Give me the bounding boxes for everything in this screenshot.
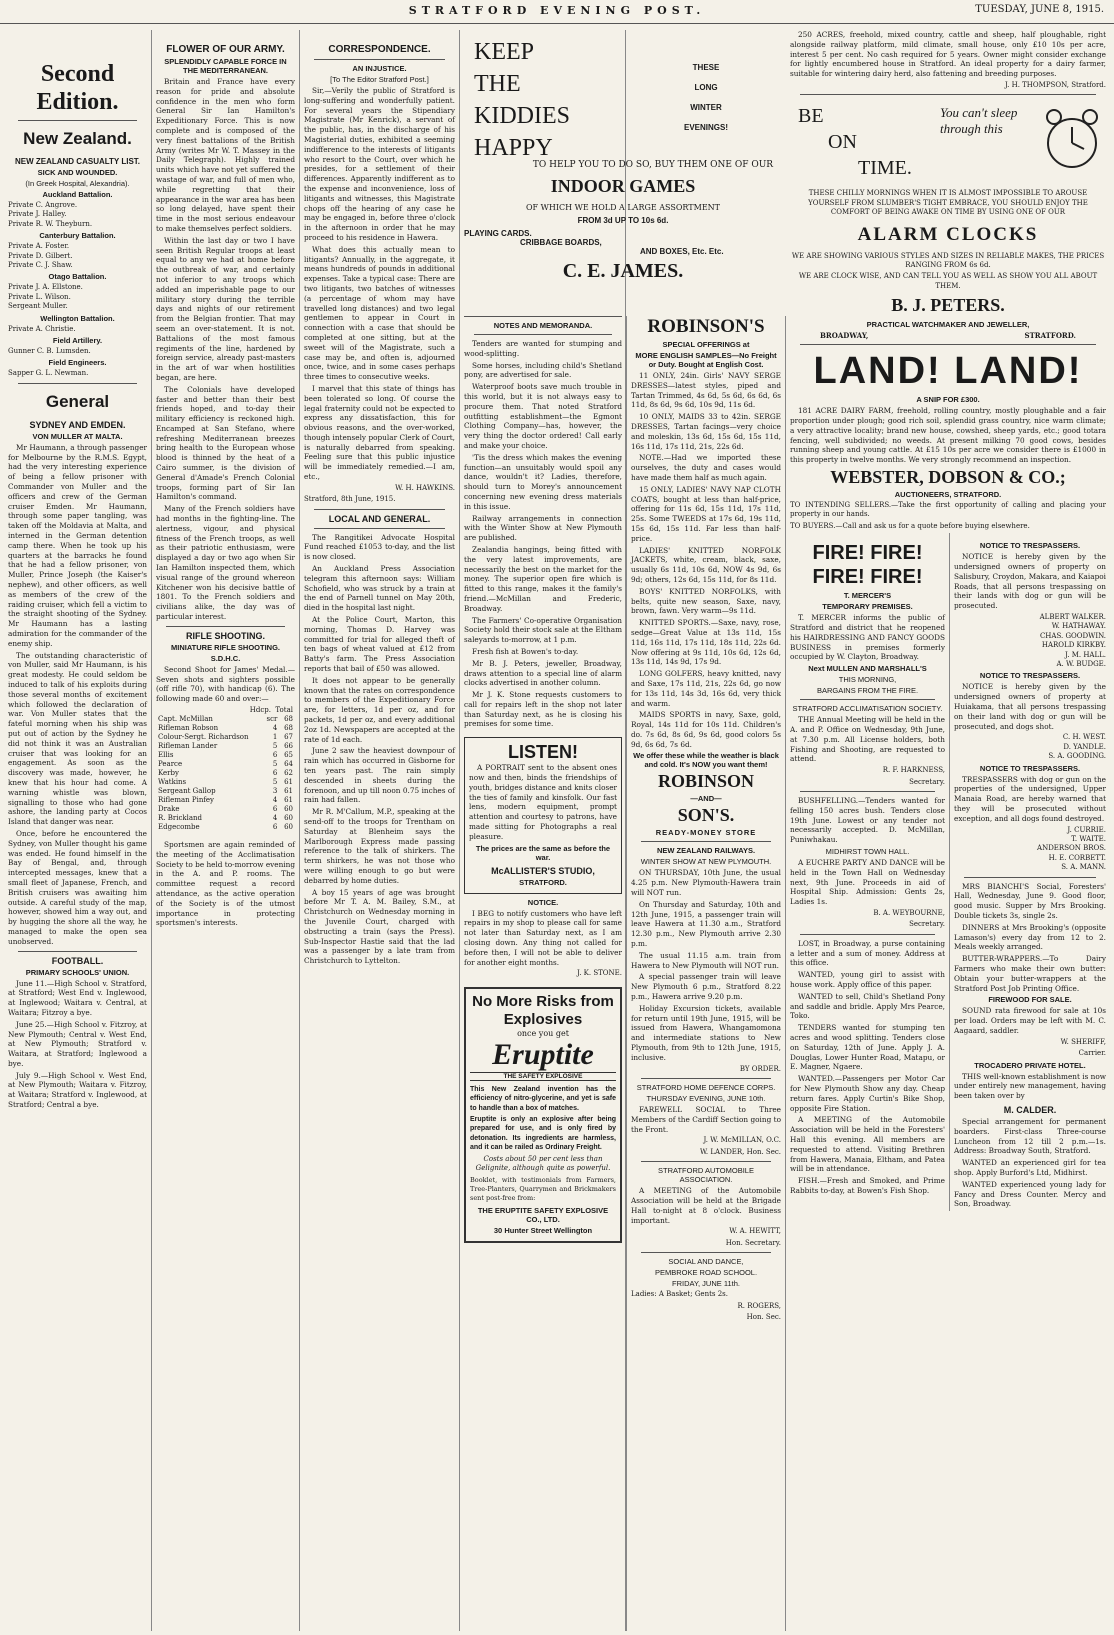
owner-name: ALBERT WALKER. — [1039, 613, 1106, 622]
help-line: TO HELP YOU TO DO SO, BUY THEM ONE OF OUR — [532, 160, 774, 170]
railways-heading: NEW ZEALAND RAILWAYS. — [656, 846, 756, 856]
sons-name: SON'S. — [677, 805, 735, 826]
pembroke-heading: PEMBROKE ROAD SCHOOL. — [654, 1268, 758, 1278]
listen-heading: LISTEN! — [508, 742, 578, 763]
english-samples: MORE ENGLISH SAMPLES—No Freight or Duty. Bought at English Cost. — [635, 351, 777, 369]
listen-body: A PORTRAIT sent to the absent ones now and then, binds the friendships of youth, bridges distance and knits closer the ties of family and kinsfolk. Our fast lens, modern equipment, prompt attention and courtesy to patrons, have made sitting for Photographs a real pleasure. — [469, 763, 618, 841]
column-5 — [626, 316, 786, 1631]
automobile-heading: STRATFORD AUTOMOBILE ASSOCIATION. — [658, 1166, 754, 1185]
score-row: Watkins 5 61 — [158, 778, 293, 787]
score-header: Hdcp. Total — [249, 706, 293, 715]
trespass-notice: NOTICE is hereby given by the undersigned owners of property at Huiakama, that all persons trespassing on their land with dog or gun will be prosecuted, and dogs shot. — [954, 682, 1106, 731]
canterbury-heading: Canterbury Battalion. — [39, 231, 116, 241]
local-paragraph: An Auckland Press Association telegram this afternoon says: William Schofield, who was struck by a train at the end of Parnell tunnel on May 20th, died in the hospital last night. — [304, 564, 455, 613]
mercer-body: T. MERCER informs the public of Stratford and district that he reopened his HAIRDRESSING AND FANCY GOODS BUSINESS in premises formerly occupied by W. Clayton, Broadway. — [790, 613, 945, 662]
fixture-paragraph: June 11.—High School v. Stratford, at Stratford; West End v. Inglewood, at Inglewood; Waitara v. Central, at Waitara; Fitzroy a bye. — [8, 978, 147, 1017]
cribbage-boards: CRIBBAGE BOARDS, — [520, 238, 602, 247]
rifle-intro: Second Shoot for James' Medal.—Seven shots and sighters possible (off rifle 70), with handicap (6). The following made 60 and over:— — [156, 664, 295, 704]
weybourne-signature: B. A. WEYBOURNE, — [873, 908, 945, 917]
local-paragraph: It does not appear to be generally known that the rates on correspondence to members of the Expeditionary Force are, for letters, 1d per oz, and for packets, 1d per oz, and every additional 2oz 1d. Newspapers are accepted at the rate of 1d each. — [304, 675, 455, 744]
fish-advert: FISH.—Fresh and Smoked, and Prime Rabbits to-day, at Bowen's Fish Shop. — [790, 1176, 945, 1195]
score-row: Kerby 6 62 — [158, 769, 293, 778]
carrier-line: Carrier. — [1078, 1049, 1106, 1058]
wanted-advert: WANTED, young girl to assist with house work. Apply office of this paper. — [790, 970, 945, 989]
masthead — [0, 0, 1114, 24]
editor-note: [To The Editor Stratford Post.] — [330, 75, 429, 84]
dinners-advert: DINNERS at Mrs Brooking's (opposite Lamason's) every day from 12 to 2. Meals weekly arranged. — [954, 922, 1106, 952]
alarm-clock-icon — [1040, 103, 1104, 175]
local-paragraph: At the Police Court, Marton, this morning, Thomas D. Harvey was committed for trial for alleged theft of ten bags of wheat valued at £12 from Batty's farm. The Press Association reports that bail of £50 was allowed. — [304, 615, 455, 674]
owner-name: HAROLD KIRKBY. — [1041, 641, 1106, 650]
fixture-paragraph: July 9.—High School v. West End, at New Plymouth; Waitara v. Fitzroy, at Waitara; Stratford v. Inglewood, at Stratford; Central a bye. — [8, 1070, 147, 1110]
trocadero-heading: TROCADERO PRIVATE HOTEL. — [974, 1060, 1086, 1070]
snip-line: A SNIP FOR £300. — [916, 395, 980, 405]
winter-show: WINTER SHOW AT NEW PLYMOUTH. — [640, 857, 772, 867]
rail-paragraph: Holiday Excursion tickets, available for return until 19th June, 1915, will be issued from Hawera, Whangamomona and intermediate stations to New Plymouth, from 9th to 12th June, 1915, inclusive. — [631, 1003, 781, 1062]
buyers-line: TO BUYERS.—Call and ask us for a quote before buying elsewhere. — [790, 521, 1030, 530]
column-3 — [300, 30, 460, 1631]
article-paragraph: Within the last day or two I have seen British Regular troops at least equal to any we had at home before the outbreak of war, and certainly not inferior to any troops which added an imperishable page to our military story during the terrible days and nights of our retirement from the Belgian frontier. That may seem an over-statement. It is not. Battalions of the most famous regiments of the line, hardened by foreign service, already past-masters in the art of war when hostilities began, are here. — [156, 235, 295, 382]
ladies-line: Ladies: A Basket; Gents 2s. — [631, 1290, 728, 1299]
chilly-mornings: THESE CHILLY MORNINGS WHEN IT IS ALMOST IMPOSSIBLE TO AROUSE YOURSELF FROM SLUMBER'S TIGHT EMBRACE, YOU SHOULD ENJOY THE COMFORT OF BEING AWAKE ON TIME BY USING ONE OF OUR — [808, 189, 1088, 217]
james-name: C. E. JAMES. — [562, 260, 684, 282]
issue-date: TUESDAY, JUNE 8, 1915. — [975, 4, 1104, 15]
trespass-names — [954, 826, 1106, 873]
newspaper-name: STRATFORD EVENING POST. — [408, 4, 706, 17]
special-offerings: SPECIAL OFFERINGS at — [662, 340, 750, 349]
robinson-item: BOYS' KNITTED NORFOLKS, with belts, quite new season, Saxe, navy, brown, fawn. Very warm—9s 11d. — [631, 586, 781, 616]
local-paragraph: A boy 15 years of age was brought before Mr T. A. M. Bailey, S.M., at Christchurch on Wednesday morning in the Juvenile Court, charged with obstructing a train (says the Press). Sub-Inspector Hastie said that the lad was a passenger by a late tram from Christchurch to Lyttelton. — [304, 887, 455, 966]
alarm-clocks: ALARM CLOCKS — [857, 223, 1039, 245]
canterbury-list: Private A. Foster. Private D. Gilbert. Private C. J. Shaw. — [8, 242, 73, 270]
trocadero-body: THIS well-known establishment is now under entirely new management, having been taken over by — [954, 1071, 1106, 1101]
column-6-left — [790, 533, 950, 1211]
trespass-notice: TRESPASSERS with dog or gun on the properties of the undersigned, Upper Manaia Road, are hereby warned that they will be prosecuted without exception, and all dogs found destroyed. — [954, 774, 1106, 823]
eruptite-company: THE ERUPTITE SAFETY EXPLOSIVE CO., LTD. — [477, 1205, 609, 1224]
score-row: Colour-Sergt. Richardson 1 67 — [158, 733, 293, 742]
lost-advert: LOST, in Broadway, a purse containing a letter and a sum of money. Address at this office. — [790, 938, 945, 968]
general-heading: General — [45, 391, 110, 411]
offer-line: We offer these while the weather is black and cold. It's NOW you want them! — [633, 751, 779, 770]
trespass-notice: NOTICE is hereby given by the undersigned owners of property on Salisbury, Croydon, Makara, and Kaiapoi Roads, that all persons trespassing on their lands with dog or gun will be prosecuted. — [954, 552, 1106, 611]
studio-town: STRATFORD. — [519, 877, 567, 887]
column-6 — [786, 30, 1110, 1631]
robinson-item: KNITTED SPORTS.—Saxe, navy, rose, sedge—Great Value at 13s 11d, 15s 11d, 16s 11d, 17s 11d, 18s 11d, 22s 6d. Now offering at 9s 11d, 10s 6d, 12s 6d, 13s 11d, 14s 9d, 17s 9d. — [631, 618, 781, 667]
miniature-heading: MINIATURE RIFLE SHOOTING. — [170, 642, 281, 652]
otago-list: Private J. A. Ellstone. Private L. Wilson. Sergeant Muller. — [8, 283, 83, 311]
rail-paragraph: The usual 11.15 a.m. train from Hawera to New Plymouth will NOT run. — [631, 950, 781, 970]
wanted-advert: WANTED an experienced girl for tea shop. Apply Burford's Ltd, Midhirst. — [954, 1158, 1106, 1178]
harkness-role: Secretary. — [909, 777, 945, 786]
injustice-heading: AN INJUSTICE. — [352, 64, 407, 73]
eruptite-cost: Costs about 50 per cent less than Gelignite, although quite as powerful. — [475, 1154, 611, 1173]
local-heading: LOCAL AND GENERAL. — [328, 513, 431, 524]
owner-name: J. M. HALL. — [1064, 650, 1106, 659]
trespassers-heading: NOTICE TO TRESPASSERS. — [979, 541, 1081, 551]
playing-cards: PLAYING CARDS. — [464, 229, 532, 238]
clock-wise-line: WE ARE CLOCK WISE, AND CAN TELL YOU AS WELL AS SHOW YOU ALL ABOUT THEM. — [798, 272, 1098, 290]
score-row: Capt. McMillan scr 68 — [158, 715, 293, 724]
butter-advert: BUTTER-WRAPPERS.—To Dairy Farmers who make their own butter: Obtain your butter-wrappers at the Stratford Post Job Printing Office. — [954, 954, 1106, 993]
fire-headline: FIRE! FIRE! FIRE! FIRE! — [812, 542, 923, 589]
owner-name: S. A. MANN. — [1061, 863, 1106, 872]
robinson-item: LONG GOLFERS, heavy knitted, navy and Saxe, 17s 11d, 21s, 22s 6d, go now for 13s 11d, 14s 3d, 16s 6d, very thick and warm. — [631, 669, 781, 708]
sheriff-signature: W. SHERIFF, — [1060, 1037, 1106, 1046]
wellington-list: Private A. Christie. — [8, 324, 76, 333]
notice-body: I BEG to notify customers who have left repairs in my shop to please call for same not later than Saturday next, as I am closing down. Any thing not called for before then, I will not be able to deliver for another eight months. — [464, 908, 622, 967]
rifle-heading: RIFLE SHOOTING. — [185, 630, 265, 641]
score-row: Rifleman Pinfey 4 61 — [158, 796, 293, 805]
by-order: BY ORDER. — [739, 1064, 781, 1073]
indoor-games: INDOOR GAMES — [550, 176, 696, 196]
robinson-name: ROBINSON — [657, 771, 755, 792]
note-paragraph: 'Tis the dress which makes the evening function—an unsuitably would spoil any dance, wouldn't it? Ladies, therefore, should turn to Morey's announcement concerning new evening dress materials in this issue. — [464, 452, 622, 511]
booklet-line: Booklet, with testimonials from Farmers, Tree-Planters, Quarrymen and Brickmakers sent post-free from: — [470, 1175, 616, 1203]
sydney-heading: SYDNEY AND EMDEN. — [29, 419, 126, 430]
acclimatisation-heading: STRATFORD ACCLIMATISATION SOCIETY. — [792, 704, 943, 714]
peters-broadway: BROADWAY, — [820, 331, 869, 341]
boxes-line: AND BOXES, Etc. Etc. — [640, 247, 724, 256]
letter-paragraph: What does this actually mean to litigants? Annually, in the aggregate, it means hundreds of pounds in additional expenses. Take a typical case: There are two litigants, two batches of witnesses (a percentage of whom may have travelled long distances) and two legal gentlemen to appear in Court in connection with a case that should be completed at one sitting, but at the sweet will of the Magistrate, such a case may be, and often is, adjourned once, twice, and in some cases perhaps three times to consecutive weeks. — [304, 244, 455, 382]
fixture-paragraph: June 25.—High School v. Fitzroy, at New Plymouth; Central v. West End, at New Plymouth; Stratford v. Waitara, at Stratford; Inglewood a bye. — [8, 1019, 147, 1068]
friday-line: FRIDAY, JUNE 11th. — [672, 1279, 740, 1289]
artillery-heading: Field Artillery. — [52, 336, 103, 346]
price-range: FROM 3d UP TO 10s 6d. — [577, 216, 669, 225]
euchre-advert: A EUCHRE PARTY AND DANCE will be held in the Town Hall on Wednesday next, 9th June. Proceeds in aid of Hospital Ship. Admission: Gents 2s, Ladies 1s. — [790, 858, 945, 907]
article-paragraph: Once, before he encountered the Sydney, von Muller thought his game was ended. He found himself in the Bay of Bengal, and, through intercepted messages, knew that a small fleet of Japanese, French, and British cruisers was awaiting him outside. A careful study of the map, however, showed him a way out, and by hugging the shore all the way, he managed to make the open sea unobserved. — [8, 828, 147, 946]
harkness-signature: R. F. HARKNESS, — [882, 766, 945, 775]
eruptite-address: 30 Hunter Street Wellington — [493, 1225, 593, 1235]
robinson-title: ROBINSON'S — [647, 316, 765, 337]
note-paragraph: Tenders are wanted for stumping and wood-splitting. — [464, 339, 622, 358]
robinson-item: NOTE.—Had we imported these ourselves, the duty and cases would have made them half as much again. — [631, 453, 781, 482]
article-paragraph: Mr Haumann, a through passenger for Melbourne by the R.M.S. Egypt, had the very interesting experience of being a fellow prisoner with Commander von Muller and the officers and crew of the German cruiser Emden. Mr Haumann, through some paper tangling, was taken off the Moldavia at Malta, and interned in the German detention camp there. When he took up his quarters at the barracks he found that he had a fellow prisoner, von Muller, Prince Joseph (the Kaiser's nephew), and other officers, as well as members of the crew of the raiding cruiser, which fell a victim to the straight shooting of the Sydney. Mr Haumann has a lasting admiration for the commander of the enemy ship. — [8, 442, 147, 648]
acclimatisation-body: THE Annual Meeting will be held in the A. and P. Office on Wednesday, 9th June, at 7.30 p.m. All License holders, both Fishing and Shooting, are requested to attend. — [790, 715, 945, 764]
column-1 — [4, 30, 152, 1631]
tenders-advert: TENDERS wanted for stumping ten acres and wood splitting. Tenders close on Saturday, 12th of June. Apply J. A. Douglas, Lower Hunter Road, Matapu, or E. Magner, Ngaere. — [790, 1023, 945, 1072]
local-paragraph: The Rangitikei Advocate Hospital Fund reached £1053 to-day, and the list is now closed. — [304, 532, 455, 562]
sdhc-heading: S.D.H.C. — [210, 653, 241, 663]
hewitt-role: Hon. Secretary. — [725, 1238, 781, 1247]
james-advert-wide — [460, 160, 786, 283]
score-row: Rifleman Lander 5 66 — [158, 742, 293, 751]
note-paragraph: Mr J. K. Stone requests customers to call for repairs left in the shop not later than Saturday next, as he is closing his premises for some time. — [464, 690, 622, 729]
wanted-advert: WANTED.—Passengers per Motor Car for New Plymouth Show any day. Cheap return fares. Apply Curtin's Bike Shop, opposite Fire Station. — [790, 1074, 945, 1113]
owner-name: J. CURRIE. — [1067, 825, 1106, 834]
score-table — [156, 715, 295, 832]
ready-money-store: READY-MONEY STORE — [655, 828, 757, 838]
owner-name: W. HATHAWAY. — [1051, 622, 1106, 631]
robinson-item: MAIDS SPORTS in navy, Saxe, gold, Royal, 14s 11d for 10s 11d. Children's do. 7s 6d, 8s 6d, 9s 6d, good colors 5s 9d, 6s 6d, 7s 6d. — [631, 710, 781, 749]
be-on-time-headline: BE ON TIME. You can't sleep through this — [790, 99, 1106, 189]
owner-name: S. A. GOODING. — [1048, 752, 1106, 761]
note-paragraph: Railway arrangements in connection with the Winter Show at New Plymouth are published. — [464, 513, 622, 543]
eruptite-body-2: Eruptite is only an explosive after being prepared for use, and is only fired by detonation. Its ingredients are harmless, and it can be railed as Ordinary Freight. — [470, 1116, 616, 1152]
mcmillan-signature: J. W. McMILLAN, O.C. — [703, 1136, 781, 1145]
correspondence-heading: CORRESPONDENCE. — [328, 44, 431, 55]
sick-heading: SICK AND WOUNDED. — [37, 168, 118, 177]
sportsmen-paragraph: Sportsmen are again reminded of the meeting of the Acclimatisation Society to be held to-morrow evening in the A. and P. rooms. The committee request a record attendance, as the active operation of the Society is of the utmost importance in protecting sportsmen's interests. — [156, 840, 296, 928]
and-line: —AND— — [690, 794, 722, 804]
trespass-names — [954, 733, 1106, 761]
rail-paragraph: A special passenger train will leave New Plymouth 6 p.m., Stratford 8.22 p.m., Hawera arrive 9.20 p.m. — [631, 972, 781, 1002]
notes-section — [460, 316, 626, 1247]
local-paragraph: June 2 saw the heaviest downpour of rain which has occurred in Gisborne for ten years past. The rain simply descended in sheets during the forenoon, and up till noon 0.75 inches of rain had fallen. — [304, 746, 455, 805]
rail-paragraph: On Thursday and Saturday, 10th and 12th June, 1915, a passenger train will leave Hawera at 11.30 a.m., Stratford 12.30 p.m., New Plymouth arrive 2.30 p.m. — [631, 899, 781, 949]
winter-evenings: THESE LONG WINTER EVENINGS! — [684, 63, 729, 132]
otago-heading: Otago Battalion. — [48, 272, 107, 282]
owner-name: A. W. BUDGE. — [1056, 660, 1106, 669]
social-heading: SOCIAL AND DANCE, — [668, 1257, 744, 1267]
eruptite-body: This New Zealand invention has the efficiency of nitro-glycerine, and yet is safe to handle than a box of matches. — [470, 1085, 616, 1112]
muller-heading: VON MULLER AT MALTA. — [32, 431, 123, 441]
eruptite-logo: Eruptite — [492, 1037, 594, 1071]
auckland-list: Private C. Angrove. Private J. Halley. Private R. W. Theyburn. — [8, 201, 93, 228]
engineers-list: Sapper G. L. Newman. — [8, 369, 89, 378]
midhirst-heading: MIDHIRST TOWN HALL. — [825, 847, 910, 856]
letter-paragraph: I marvel that this state of things has been tolerated so long. Of course the legal fraternity could not be expected to express any dissatisfaction, this for obvious reasons, and the over-worked, though intensely popular Clerk of Court, is naturally debarred from speaking. Feeling sure that this public injustice will be immediately remedied.—I am, etc., — [304, 383, 455, 482]
local-paragraph: Mr R. M'Callum, M.P., speaking at the send-off to the troops for Trentham on Saturday at Blenheim says the Marlborough Express made passing reference to the talk of shirkers. The term shirkers, he was not those who were willing enough to go but were debarred by home duties. — [304, 807, 455, 885]
stone-signature: J. K. STONE. — [576, 969, 622, 978]
wanted-advert: WANTED to sell, Child's Shetland Pony and saddle and bridle. Apply Mrs Pearce, Toko. — [790, 991, 945, 1021]
casualty-heading: NEW ZEALAND CASUALTY LIST. — [14, 157, 141, 166]
showing-line: WE ARE SHOWING VARIOUS STYLES AND SIZES IN RELIABLE MAKES, THE PRICES RANGING FROM 6s 6d. — [791, 251, 1105, 270]
trespass-names — [954, 613, 1106, 669]
artillery-list: Gunner C. B. Lumsden. — [8, 347, 91, 356]
auctioneers-line: AUCTIONEERS, STRATFORD. — [894, 490, 1002, 500]
meeting-advert: A MEETING of the Automobile Association will be held in the Foresters' Hall this evening. All members are requested to attend. Visiting Brethren from Hawera, Manaia, Eltham, and Patea will be in attendance. — [790, 1115, 945, 1174]
bushfelling-advert: BUSHFELLING.—Tenders wanted for felling 150 acres bush. Tenders close 19th June. Lowest or any tender not necessarily accepted. D. McMillan, Puniwhakau. — [790, 796, 945, 845]
union-heading: PRIMARY SCHOOLS' UNION. — [25, 967, 130, 977]
next-mullen: Next MULLEN AND MARSHALL'S — [808, 664, 927, 674]
peters-stratford: STRATFORD. — [1024, 331, 1076, 341]
article-paragraph: The outstanding characteristic of von Muller, said Mr Haumann, is his great modesty. He could seldom be induced to talk of his exploits during those several months of excitement which followed the declaration of war. Von Muller states that the fateful morning when his ship was put out of action by the Sydney he did not think it was an Australian cruiser that was looking for an engagement. As soon as the discovery was made, however, he knew that his hour had come. A warning whistle was blown, signalling to those who had gone ashore, the landing party at Cocos Island that danger was near. — [8, 650, 147, 827]
trespassers-heading: NOTICE TO TRESPASSERS. — [979, 671, 1081, 681]
webster-name: WEBSTER, DOBSON & CO.; — [830, 467, 1066, 488]
note-paragraph: Mr B. J. Peters, jeweller, Broadway, draws attention to a special line of alarm clocks advertised in another column. — [464, 658, 622, 688]
sellers-line: TO INTENDING SELLERS.—Take the first opportunity of calling and placing your property in our hands. — [790, 501, 1106, 519]
eruptite-advert — [464, 987, 622, 1243]
owner-name: T. WAITE. — [1071, 835, 1106, 844]
calder-body: Special arrangement for permanent boarders. First-class Three-course Luncheon from 12 till 2 p.m.—1s. Address: Broadway South, Stratford. — [954, 1117, 1106, 1156]
letter-paragraph: Sir,—Verily the public of Stratford is long-suffering and wonderfully patient. For several years the Stipendiary Magistrate (Mr Kenrick), a servant of the public, has, in the discharge of his Magisterial duties, exhibited a seeming indifference to the interests of litigants who resort to the Court, over which he presides, for a settlement of their differences. Apparently indifferent as to the expense and inconvenience, loss of litigants and witnesses, this Magistrate chops off the hearing of any case he may be engaged in, before three o'clock in the afternoon in order that he may proceed to his residence in Hawera. — [304, 86, 455, 242]
note-paragraph: The Farmers' Co-operative Organisation Society hold their stock sale at the Eltham saleyards to-morrow, at 1 p.m. — [464, 615, 622, 645]
engineers-heading: Field Engineers. — [48, 358, 107, 368]
article-paragraph: Many of the French soldiers have had months in the fighting-line. The alertness, vigour, and physical fitness of the French troops, as well as their patriotic enthusiasm, were displayed a day or two ago when Sir Ian Hamilton inspected them, which visual range of the ground whereon Kitchener won his decisive battle of 1801. To the French soldiers and civilians alike, the day was of particular interest. — [156, 504, 295, 622]
studio-name: McALLISTER'S STUDIO, — [491, 865, 595, 876]
farewell-paragraph: FAREWELL SOCIAL to Three Members of the Cardiff Section going to the Front. — [631, 1105, 781, 1134]
score-row: Sergeant Gallop 3 61 — [158, 787, 293, 796]
sleep-script: You can't sleep through this — [940, 105, 1018, 137]
column-6-right — [950, 533, 1106, 1211]
score-row: Edgecombe 6 60 — [158, 823, 293, 832]
robinson-item: 15 ONLY, LADIES' NAVY NAP CLOTH COATS, bought at less than half-price, offering for 11s 6d, 15s 11d, 17s 11d, 25s. Some TWEEDS at 17s 6d, 19s 11d, 15s 6d, 15s 11d. Far less than half-price. — [631, 484, 781, 543]
rogers-signature: R. ROGERS, — [737, 1301, 781, 1310]
owner-name: ANDERSON BROS. — [1037, 844, 1106, 853]
rail-paragraph: ON THURSDAY, 10th June, the usual 4.25 p.m. New Plymouth-Hawera train will NOT run. — [631, 868, 781, 898]
safety-explosive-banner: THE SAFETY EXPLOSIVE — [470, 1072, 616, 1081]
land-headline: LAND! LAND! — [813, 350, 1083, 393]
score-row: Rifleman Robson 4 68 — [158, 724, 293, 733]
second-edition-title: Second Edition. — [36, 61, 119, 115]
letter-signature: W. H. HAWKINS. — [395, 483, 455, 492]
owner-name: CHAS. GOODWIN. — [1039, 631, 1106, 640]
peters-name: B. J. PETERS. — [891, 295, 1005, 316]
notice-heading: NOTICE. — [527, 897, 559, 907]
letter-date: Stratford, 8th June, 1915. — [304, 495, 396, 504]
note-paragraph: Some horses, including child's Shetland pony, are advertised for sale. — [464, 360, 622, 380]
robinson-item: 10 ONLY, MAIDS 33 to 42in. SERGE DRESSES, Tartan facings—very choice and moleskin, 13s 6d, 15s 6d, 15s 11d, 16s 11d, 17s 11d, 21s, 22s 6d. — [631, 412, 781, 451]
hospital-note: (In Greek Hospital, Alexandria). — [25, 179, 130, 188]
notes-heading: NOTES AND MEMORANDA. — [493, 321, 593, 330]
firewood-heading: FIREWOOD FOR SALE. — [988, 995, 1072, 1005]
rogers-role: Hon. Sec. — [746, 1313, 781, 1322]
acres-advert: 250 ACRES, freehold, mixed country, cattle and sheep, half ploughable, right alongside railway platform, mild climate, small house, only £10 10s per acre, interest 5 per cent. No cash required for 5 years. Owner might consider exchange for lightly encumbered house in Stratford. An ideal property for a dairy farmer, suitable for wintering dairy herd, also fattening and breeding purposes. — [790, 30, 1106, 79]
firewood-advert: SOUND rata firewood for sale at 10s per load. Orders may be left with M. C. Aagaard, saddler. — [954, 1006, 1106, 1036]
wellington-heading: Wellington Battalion. — [40, 313, 115, 323]
bargains-line: BARGAINS FROM THE FIRE. — [816, 686, 919, 696]
score-row: Drake 6 60 — [158, 805, 293, 814]
flower-subheading: SPLENDIDLY CAPABLE FORCE IN THE MEDITERRANEAN. — [164, 57, 287, 75]
robinson-item: LADIES' KNITTED NORFOLK JACKETS, white, cream, black, saxe, usually 6s 11d, 10s 6d, NOW 4s 9d, 6s 9d; others, 12s 6d, 15s 11d, for 8s 11d. — [631, 545, 781, 584]
auckland-heading: Auckland Battalion. — [42, 190, 113, 199]
owner-name: C. H. WEST. — [1062, 733, 1106, 742]
prices-line: The prices are the same as before the war. — [475, 843, 611, 862]
no-more-risks: No More Risks from Explosives — [472, 992, 614, 1028]
new-zealand-heading: New Zealand. — [23, 129, 132, 148]
farm-advert: 181 ACRE DAIRY FARM, freehold, rolling country, mostly ploughable and a fair proportion under plough; good rich soil, splendid grass country, nice warm climate; a very attractive locality; brand new house, cowshed, sheep yards, etc.; good totara fencing, well subdivided; no weeds. At present milking 70 good cows, besides running sheep and young cattle. At £15 10s per acre we consider there is £1000 in this property in twelve months. We very strongly recommend an inspection. — [790, 406, 1106, 465]
wanted-advert: WANTED experienced young lady for Fancy and Dress Counter. Mercy and Son, Broadway. — [954, 1179, 1106, 1209]
once-you-get: once you get — [517, 1028, 569, 1038]
thursday-line: THURSDAY EVENING, JUNE 10th. — [646, 1094, 766, 1104]
note-paragraph: Fresh fish at Bowen's to-day. — [472, 646, 579, 656]
score-row: Ellis 6 65 — [158, 751, 293, 760]
bianchi-advert: MRS BIANCHI'S Social, Foresters' Hall, Wednesday, June 9. Good floor, good music. Supper by Mrs Brooking. Double tickets 3s, single 2s. — [954, 881, 1106, 921]
automobile-paragraph: A MEETING of the Automobile Association will be held at the Brigade Hall to-night at 8 o'clock. Business important. — [631, 1186, 781, 1225]
owner-name: D. YANDLE. — [1063, 742, 1106, 751]
note-paragraph: Zealandia hangings, being fitted with the very latest improvements, are necessarily the best on the market for the money. The superior open fire which is fitted to this range, makes it the family's friend.—McMillan and Frederic, Broadway. — [464, 544, 622, 613]
mercer-name: T. MERCER'S — [843, 591, 892, 601]
score-row: R. Brickland 4 60 — [158, 814, 293, 823]
hewitt-signature: W. A. HEWITT, — [729, 1227, 781, 1236]
studio-advert — [464, 737, 622, 893]
article-paragraph: The Colonials have developed faster and better than their best friends hoped, and to-day their military efficiency is reckoned high. Encamped at San Stefano, where refreshing Mediterranean breezes bring health to the European whose blood is thinned by the heat of a Cairo summer, is the division of General d'Amade's French Colonial troops, forming part of Sir Ian Hamilton's command. — [156, 384, 295, 502]
keep-kiddies-headline: KEEP THE KIDDIES HAPPY — [474, 39, 570, 161]
thompson-signature: J. H. THOMPSON, Stratford. — [1004, 80, 1106, 89]
robinson-item: 11 ONLY, 24in. Girls' NAVY SERGE DRESSES—latest styles, piped and Tartan Trimmed, 4s 6d, 5s 6d, 6s 6d, 6s 11d, 8s 6d, 9s 6d, 10s 9d, 11s 6d. — [631, 371, 781, 410]
defence-heading: STRATFORD HOME DEFENCE CORPS. — [636, 1083, 776, 1093]
weybourne-role: Secretary. — [909, 920, 945, 929]
note-paragraph: Waterproof boots save much trouble in this world, but it is not always easy to procure them. That noted Stratford outfitting establishment—the Egmont Clothing Company—has, however, the very thing the doctor ordered! Call early and make your choice. — [464, 382, 622, 450]
calder-name: M. CALDER. — [1003, 1105, 1057, 1116]
article-paragraph: Britain and France have every reason for pride and absolute confidence in the men who form General Sir Ian Hamilton's Expeditionary Force. This is now complete and is composed of the very finest battalions of the British Army (writes Mr W. T. Massey in the Daily Telegraph). Highly trained units which have not yet suffered the wastage of war, and full of men who, while regretting that their appearance in the war area has been so long delayed, have spent their time in the most serious endeavour to make themselves perfect soldiers. — [156, 77, 295, 233]
trespassers-heading: NOTICE TO TRESPASSERS. — [979, 763, 1081, 773]
football-heading: FOOTBALL. — [51, 955, 104, 966]
temporary-premises: TEMPORARY PREMISES. — [822, 602, 913, 612]
lander-signature: W. LANDER, Hon. Sec. — [699, 1147, 781, 1156]
score-row: Pearce 5 64 — [158, 760, 293, 769]
flower-heading: FLOWER OF OUR ARMY. — [166, 44, 285, 55]
column-2 — [152, 30, 300, 1631]
this-morning: THIS MORNING, — [838, 675, 897, 685]
owner-name: H. E. CORBETT. — [1048, 853, 1106, 862]
practical-line: PRACTICAL WATCHMAKER AND JEWELLER, — [866, 320, 1030, 330]
assortment-line: OF WHICH WE HOLD A LARGE ASSORTMENT — [525, 203, 720, 212]
